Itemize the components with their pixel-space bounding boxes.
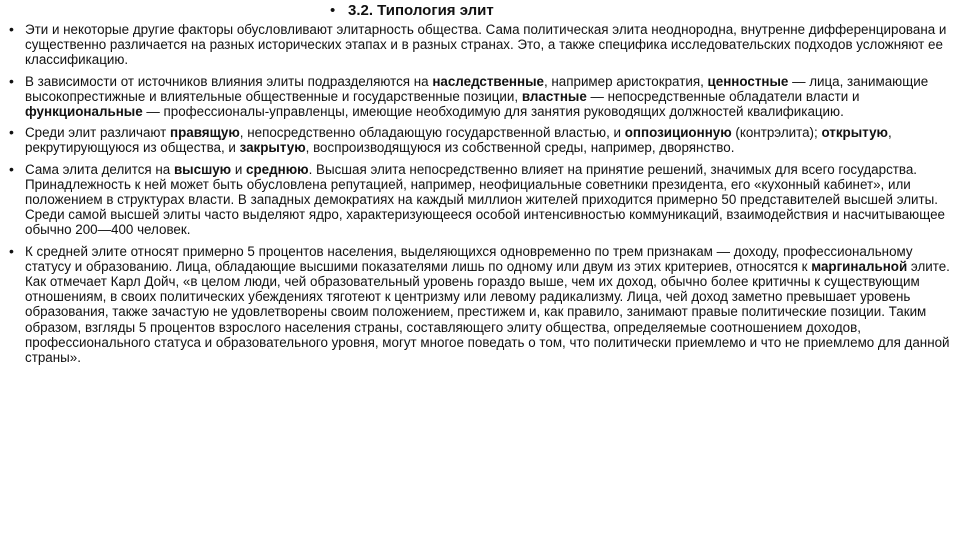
paragraph-text: Сама элита делится на	[25, 161, 174, 177]
key-term: маргинальной	[811, 258, 908, 274]
bullet-paragraph	[9, 162, 955, 238]
paragraph-text: , воспроизводящуюся из собственной среды, например, дворянство.	[305, 140, 735, 156]
slide-title-text: 3.2. Типология элит	[348, 2, 494, 19]
paragraph-text: — непосредственные обладатели власти и	[586, 88, 860, 104]
paragraph-text: (контрэлита);	[731, 125, 822, 141]
paragraph-text: . Высшая элита непосредственно влияет на принятие решений, значимых для всего государства. Принадлежность к ней может быть обусловлена репутацией, например, неофициальные советники президента, его «кухонный кабинет», или положением в структурах власти. В западных демократиях на каждый миллион жителей приходится примерно 50 представителей высшей элиты. Среди самой высшей элиты часто выделяют ядро, характеризующееся особой интенсивностью коммуникаций, взаимодействия и насчитывающее обычно 200—400 человек.	[25, 161, 945, 238]
key-term: властные	[521, 88, 587, 104]
bullet-paragraph	[9, 74, 955, 120]
bullet-paragraph	[9, 22, 955, 68]
bullet-paragraph	[9, 244, 955, 366]
key-term: закрытую	[239, 140, 306, 156]
key-term: функциональные	[25, 104, 143, 120]
key-term: открытую	[821, 125, 888, 141]
paragraph-text: К средней элите относят примерно 5 процентов населения, выделяющихся одновременно по трем признакам — доходу, профессиональному статусу и образованию. Лица, обладающие высшими показателями лишь по одному или двум из этих критериев, относятся к	[25, 243, 913, 274]
paragraph-text: Эти и некоторые другие факторы обусловливают элитарность общества. Сама политическая элита неоднородна, внутренне дифференцирована и существенно различается на разных исторических этапах и в разных странах. Это, а также специфика исследовательских подходов усложняют ее классификацию.	[25, 22, 947, 68]
key-term: правящую	[170, 125, 240, 141]
slide-title	[330, 1, 630, 21]
key-term: высшую	[173, 161, 232, 177]
paragraph-text: элите. Как отмечает Карл Дойч, «в целом люди, чей образовательный уровень гораздо выше, чем их доход, обычно более критичны к существующим отношениям, в своих политических убеждениях тяготеют к центризму или левому радикализму. Лица, чей доход заметно превышает уровень образования, также зачастую не удовлетворены своим положением, престижем и, как правило, занимают правые политические позиции. Таким образом, взгляды 5 процентов взрослого населения страны, составляющего элиту общества, определяемые соотношением доходов, профессионального статуса и образовательного уровня, могут многое поведать о том, что политически приемлемо и что не приемлемо для данной страны».	[25, 258, 950, 366]
key-term: оппозиционную	[624, 125, 732, 141]
key-term: среднюю	[246, 161, 309, 177]
paragraph-text: и	[231, 161, 247, 177]
paragraph-text: , рекрутирующуюся из общества, и	[25, 125, 892, 156]
bullet-icon: •	[330, 2, 336, 19]
paragraph-text: — лица, занимающие высокопрестижные и влиятельные общественные и государственные позиции,	[25, 73, 929, 104]
paragraph-text: — профессионалы-управленцы, имеющие необходимую для занятия руководящих должностей квалификацию.	[142, 104, 844, 120]
paragraph-text: , например аристократия,	[543, 73, 708, 89]
bullet-paragraph	[9, 125, 955, 155]
key-term: наследственные	[432, 73, 544, 89]
paragraph-text: В зависимости от источников влияния элиты подразделяются на	[25, 73, 433, 89]
paragraph-text: , непосредственно обладающую государственной властью, и	[239, 125, 625, 141]
bullet-list	[9, 22, 955, 371]
key-term: ценностные	[707, 73, 789, 89]
paragraph-text: Среди элит различают	[25, 125, 171, 141]
